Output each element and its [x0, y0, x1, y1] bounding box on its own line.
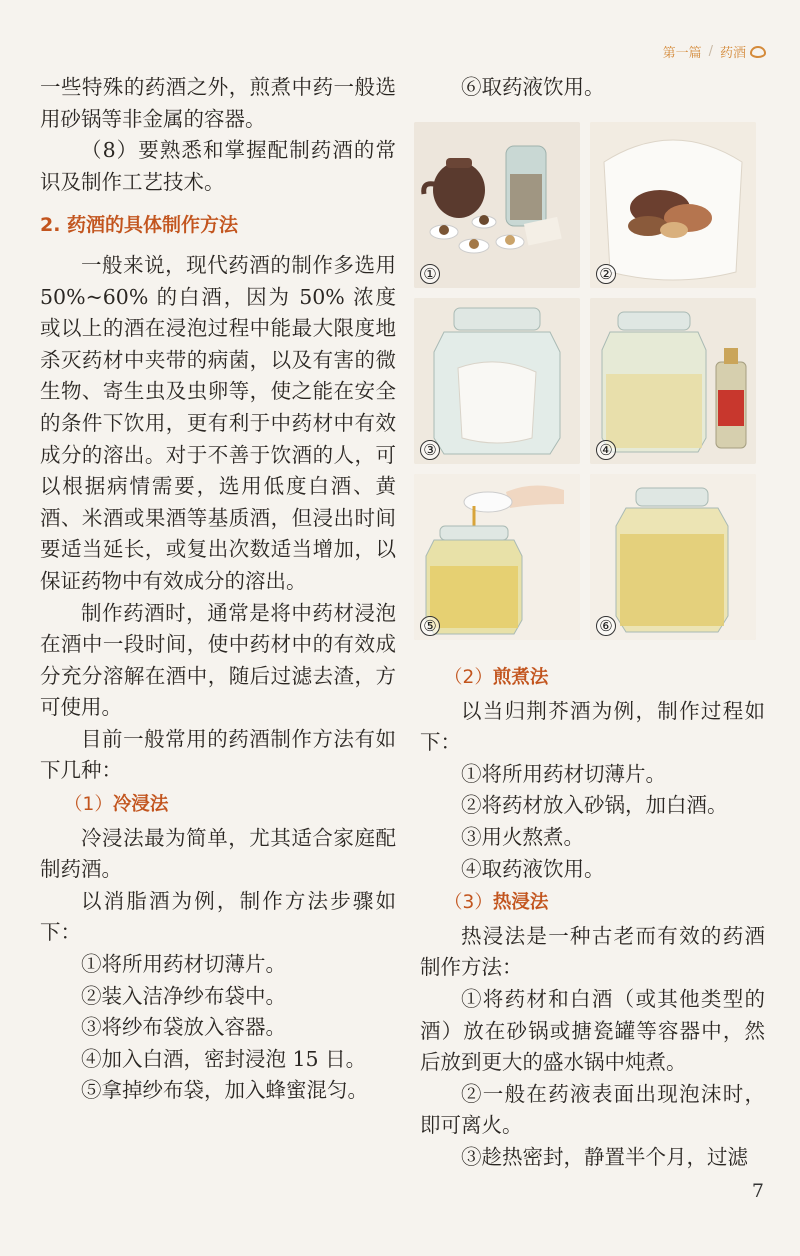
step-item: ③用火熬煮。: [461, 824, 584, 849]
page-number: 7: [751, 1180, 764, 1202]
left-column: [40, 72, 396, 1107]
paragraph: 以当归荆芥酒为例，制作过程如下：: [420, 698, 765, 755]
paragraph: ②一般在药液表面出现泡沫时，即可离火。: [420, 1081, 765, 1138]
paragraph: 目前一般常用的药酒制作方法有如下几种：: [40, 726, 396, 783]
paragraph: 冷浸法最为简单，尤其适合家庭配制药酒。: [40, 825, 396, 882]
step-item: ②将药材放入砂锅，加白酒。: [461, 793, 728, 818]
step-item: ①将所用药材切薄片。: [461, 761, 666, 786]
glass-jar-with-bag-illustration: [414, 298, 580, 464]
paragraph: （8）要熟悉和掌握配制药酒的常识及制作工艺技术。: [40, 138, 396, 194]
step-item: ⑤拿掉纱布袋，加入蜂蜜混匀。: [81, 1078, 368, 1103]
photo-number: ③: [420, 440, 440, 460]
right-column-bottom: [420, 660, 765, 1174]
method-heading: [444, 887, 765, 919]
photo-step-4: [590, 298, 756, 464]
step-item: ④加入白酒，密封浸泡 15 日。: [81, 1046, 367, 1071]
paragraph: 一些特殊的药酒之外，煎煮中药一般选用砂锅等非金属的容器。: [40, 75, 396, 131]
pouring-honey-illustration: [414, 474, 580, 640]
photo-step-2: [590, 122, 756, 288]
photo-step-3: [414, 298, 580, 464]
gauze-bag-illustration: [590, 122, 756, 288]
step-item: ②装入洁净纱布袋中。: [81, 983, 286, 1008]
photo-step-5: [414, 474, 580, 640]
header-part: 第一篇: [662, 46, 702, 61]
method-number: （1）: [64, 794, 113, 816]
photo-number: ④: [596, 440, 616, 460]
clay-pot-and-jar-illustration: [414, 122, 580, 288]
method-number: （2）: [444, 667, 493, 688]
jar-and-liquor-bottle-illustration: [590, 298, 756, 464]
photo-step-1: [414, 122, 580, 288]
photo-number: ②: [596, 264, 616, 284]
paragraph: ③趁热密封，静置半个月，过滤: [461, 1144, 748, 1169]
header-separator: /: [708, 44, 713, 59]
method-name: 热浸法: [492, 892, 549, 914]
paragraph: 以消脂酒为例，制作方法步骤如下：: [40, 888, 396, 945]
photo-number: ⑥: [596, 616, 616, 636]
paragraph: ①将药材和白酒（或其他类型的酒）放在砂锅或搪瓷罐等容器中，然后放到更大的盛水锅中炖煮。: [420, 986, 765, 1075]
paragraph: 制作药酒时，通常是将中药材浸泡在酒中一段时间，使中药材中的有效成分充分溶解在酒中，随后过滤去渣，方可使用。: [40, 600, 396, 720]
step-item: ③将纱布袋放入容器。: [81, 1015, 286, 1040]
header-topic: 药酒: [719, 46, 746, 61]
photo-number: ①: [420, 264, 440, 284]
photo-number: ⑤: [420, 616, 440, 636]
step-item: ④取药液饮用。: [461, 856, 605, 881]
paragraph: 热浸法是一种古老而有效的药酒制作方法：: [420, 923, 765, 980]
method-name: 冷浸法: [112, 794, 169, 816]
running-header: [663, 42, 766, 61]
method-name: 煎煮法: [492, 667, 549, 688]
photo-step-6: [590, 474, 756, 640]
method-heading: [444, 662, 765, 694]
step-item: ①将所用药材切薄片。: [81, 952, 286, 977]
header-logo-icon: [750, 46, 766, 58]
photo-grid: [414, 122, 756, 640]
paragraph: 一般来说，现代药酒的制作多选用 50%~60% 的白酒，因为 50% 浓度或以上的酒在浸泡过程中能最大限度地杀灭药材中夹带的病菌，以及有害的微生物、寄生虫及虫卵等，使之能在安全的条件下饮用，更有利于中药材中有效成分的溶出。对于不善于饮酒的人，可以根据病情需要，选用低度白酒、黄酒、米酒或果酒等基质酒，但浸出时间要适当延长，或复出次数适当增加，以保证药物中有效成分的溶出。: [40, 252, 396, 593]
right-column-top: [420, 72, 765, 104]
finished-medicinal-wine-illustration: [590, 474, 756, 640]
method-heading: [64, 789, 396, 821]
section-title: 2. 药酒的具体制作方法: [40, 214, 239, 237]
method-number: （3）: [444, 892, 493, 914]
step-item: ⑥取药液饮用。: [461, 75, 605, 99]
